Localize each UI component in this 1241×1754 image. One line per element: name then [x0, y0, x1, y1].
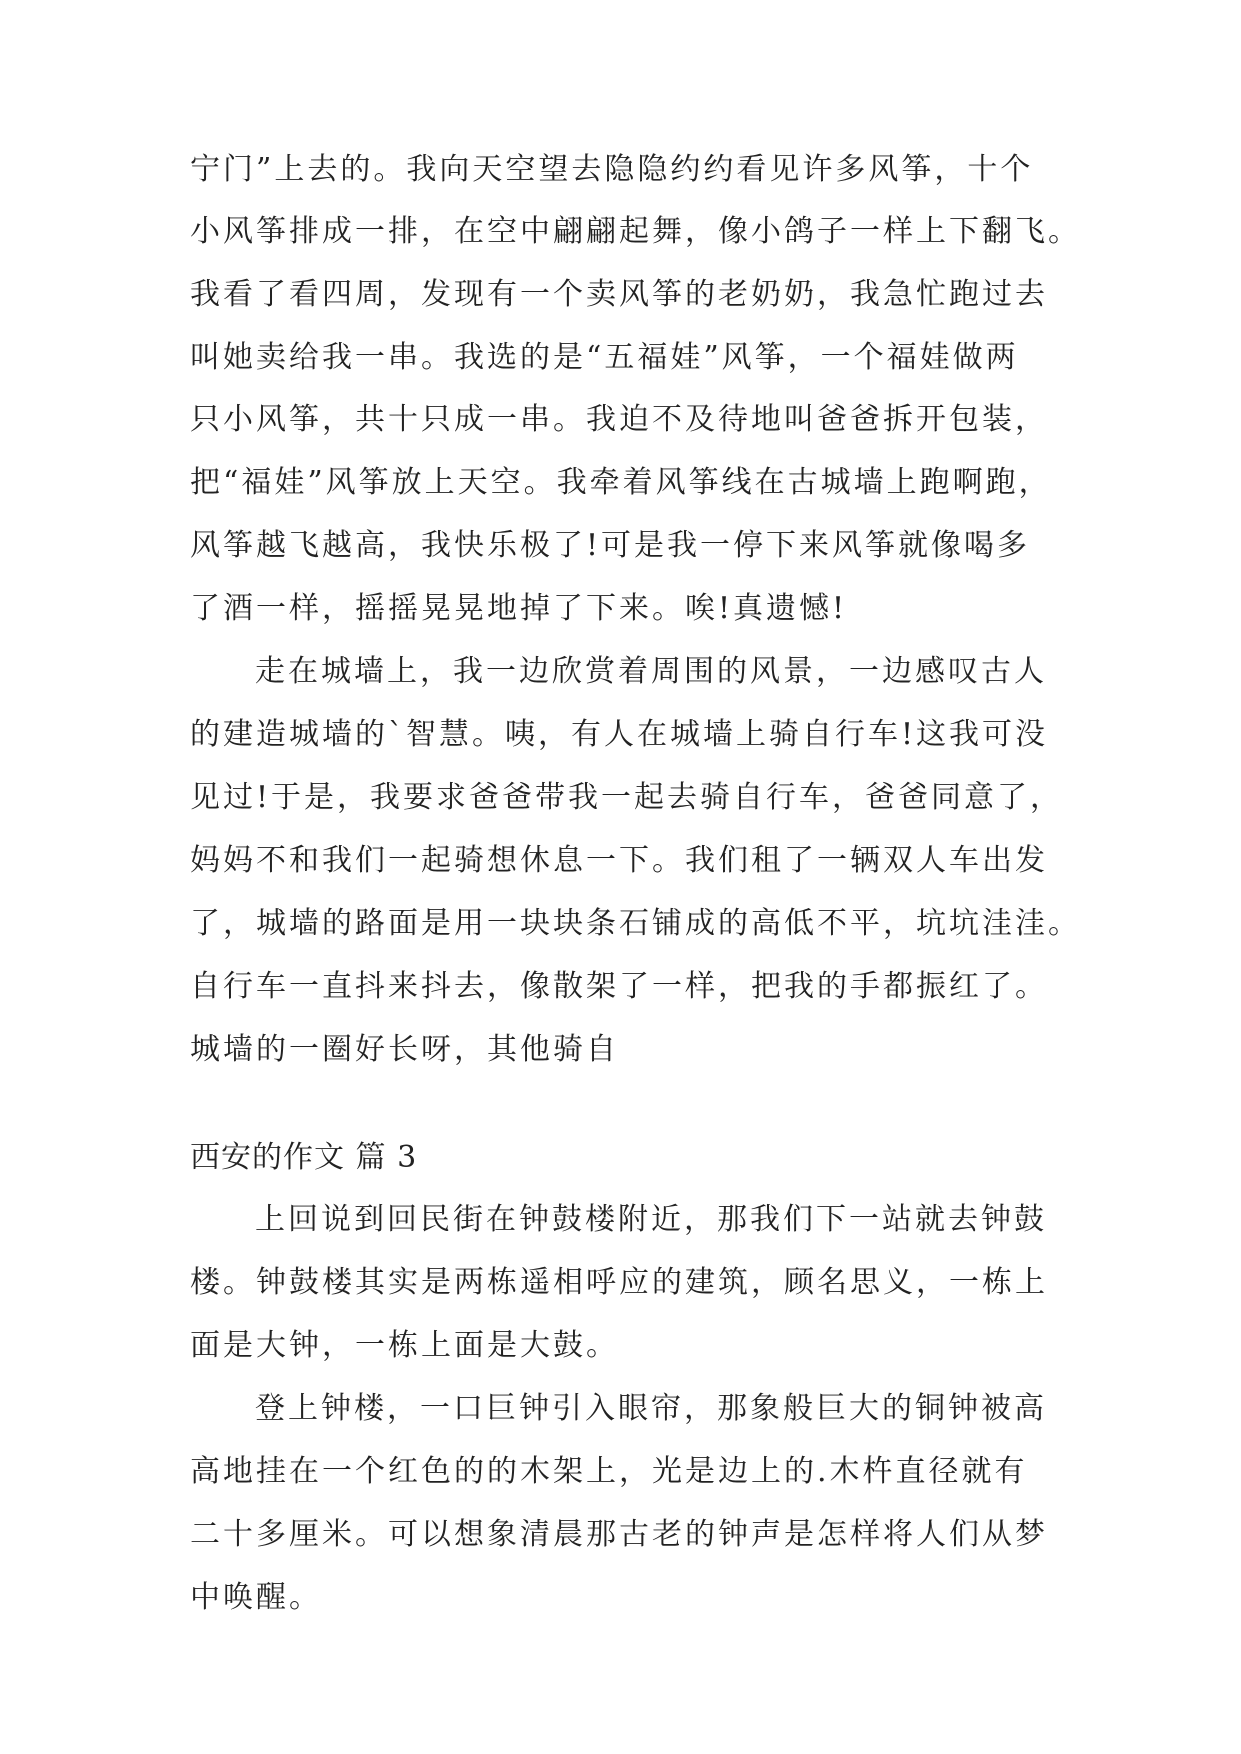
paragraph-line: 了酒一样，摇摇晃晃地掉了下来。唉!真遗憾! [190, 591, 848, 626]
paragraph-line: 中唤醒。 [190, 1580, 322, 1615]
section-heading: 西安的作文 篇 3 [190, 1140, 418, 1175]
paragraph-line: 走在城墙上，我一边欣赏着周围的风景，一边感叹古人 [255, 654, 1047, 689]
paragraph-line: 风筝越飞越高，我快乐极了!可是我一停下来风筝就像喝多 [190, 528, 1031, 563]
paragraph-line: 的建造城墙的`智慧。咦，有人在城墙上骑自行车!这我可没 [190, 717, 1049, 752]
paragraph-line: 我看了看四周，发现有一个卖风筝的老奶奶，我急忙跑过去 [190, 277, 1048, 312]
paragraph-line: 小风筝排成一排，在空中翩翩起舞，像小鸽子一样上下翻飞。 [190, 214, 1081, 249]
paragraph-line: 二十多厘米。可以想象清晨那古老的钟声是怎样将人们从梦 [190, 1517, 1048, 1552]
paragraph-line: 把“福娃”风筝放上天空。我牵着风筝线在古城墙上跑啊跑， [190, 465, 1052, 500]
paragraph-line: 登上钟楼，一口巨钟引入眼帘，那象般巨大的铜钟被高 [255, 1391, 1047, 1426]
paragraph-line: 只小风筝，共十只成一串。我迫不及待地叫爸爸拆开包装， [190, 402, 1048, 437]
paragraph-line: 妈妈不和我们一起骑想休息一下。我们租了一辆双人车出发 [190, 843, 1048, 878]
paragraph-line: 了，城墙的路面是用一块块条石铺成的高低不平，坑坑洼洼。 [190, 906, 1081, 941]
paragraph-line: 自行车一直抖来抖去，像散架了一样，把我的手都振红了。 [190, 969, 1048, 1004]
paragraph-line: 城墙的一圈好长呀，其他骑自 [190, 1032, 619, 1067]
paragraph-line: 见过!于是，我要求爸爸带我一起去骑自行车，爸爸同意了， [190, 780, 1064, 815]
paragraph-line: 面是大钟，一栋上面是大鼓。 [190, 1328, 619, 1363]
paragraph-line: 高地挂在一个红色的的木架上，光是边上的.木杵直径就有 [190, 1454, 1028, 1489]
paragraph-line: 宁门”上去的。我向天空望去隐隐约约看见许多风筝，十个 [190, 152, 1034, 187]
paragraph-line: 上回说到回民街在钟鼓楼附近，那我们下一站就去钟鼓 [255, 1202, 1047, 1237]
paragraph-line: 叫她卖给我一串。我选的是“五福娃”风筝，一个福娃做两 [190, 340, 1019, 375]
paragraph-line: 楼。钟鼓楼其实是两栋遥相呼应的建筑，顾名思义，一栋上 [190, 1265, 1048, 1300]
